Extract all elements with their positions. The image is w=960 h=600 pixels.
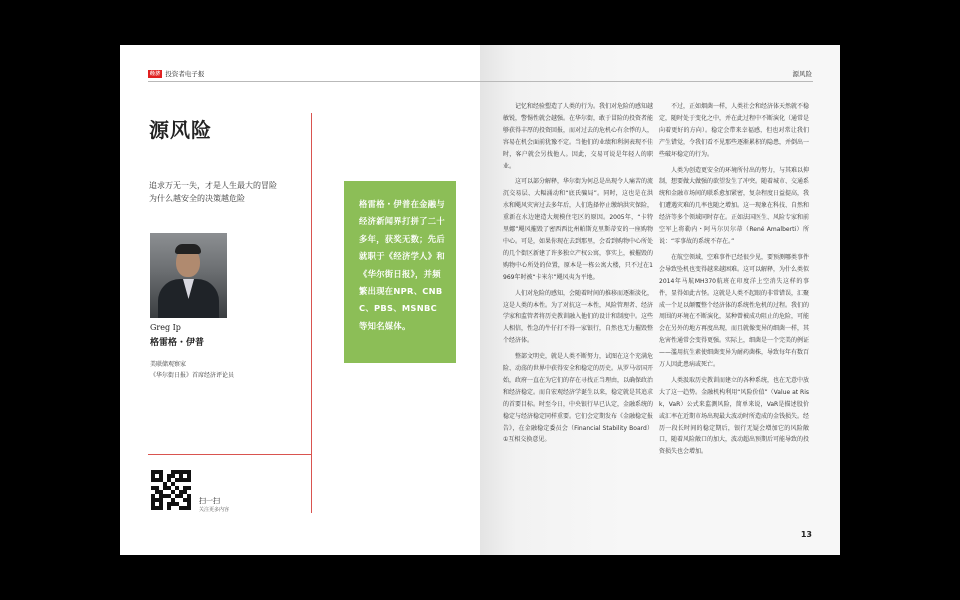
article-paragraph: 记忆和经验塑造了人类的行为。我们对危险的感知越敏锐，警惕性就会越强。在华尔街，敢于冒险的投资者能够获得丰厚的投资回报，而对过去的危机心有余悸的人，容易在机会面前犹豫不定。当他们的业绩和利润表现不佳时，客户就会另找他人。因此，交易可说是年轻人的职业。 (503, 103, 654, 170)
brand (148, 70, 204, 78)
article-paragraph: 整部文明史，就是人类不断努力，试图在这个充满危险、动荡的世界中获得安全和稳定的历史。从罗马帝国开始，政府一直在为它们的存在寻找正当理由，以确保政治和经济稳定。而自宏观经济学诞生以来，稳定就是其追求的首要目标。时至今日，中央银行早已认定，金融系统的稳定与经济稳定同样重要。它们会定期发布《金融稳定报告》，在金融稳定委员会（Financial Stability Board）①互相交换意见。 (503, 353, 654, 444)
article-column-2 (659, 101, 809, 462)
author-name-en: Greg Ip (150, 323, 181, 332)
article-paragraph: 不过，正如烟菌一样，人类社会和经济体天然就不稳定，随时处于变化之中，并在此过程中不断演化（通常是向着更好的方向）。稳定会带来幸福感，但也对常让我们产生错觉，令我们看不见那些逐渐累积的隐患，并倒出一些破坏稳定的行为。 (659, 103, 810, 158)
article-column-1 (503, 101, 653, 450)
subtitle-line: 追求万无一失，才是人生最大的冒险 (149, 181, 277, 190)
author-quote: 格雷格・伊普在金融与经济新闻界打拼了二十多年，获奖无数；先后就职于《经济学人》和《华尔街日报》，并频繁出现在NPR、CNBC、PBS、MSNBC等知名媒体。 (359, 199, 445, 331)
article-paragraph: 在航空领域，空难事件已经很少见，要预测哪类事件会导致坠机也变得越来越困难。这可以解释，为什么类似2014年马航MH370航班在印度洋上空消失这样的事件，显得如此古怪。这就是人类不起眼的非常错误，汇聚成一个足以颠覆整个经济体的系统性危机的过程。我们的周围的环境在不断演化，某种曾被成功阻止的危险，可能会在另外的地方再度出现，而且就像变异的细菌一样，其危害性通常会变得更强。实际上，细菌是一个完美的例证——滥用抗生素使细菌变异为耐药菌株，导致每年有数百万人因此患病或死亡。 (659, 253, 810, 369)
page-number: 13 (800, 530, 812, 539)
brand-name: 投资者电子报 (165, 70, 205, 78)
page-title: 源风险 (149, 118, 212, 142)
author-name-cn: 格雷格・伊普 (150, 338, 205, 348)
quote-box (344, 181, 456, 363)
author-portrait (150, 233, 227, 318)
article-paragraph: 这可以部分解释，华尔街为何总是出现令人痛苦的流沉交易层、大幅涌动和“底氏骗局”。同时，这也是在洪水和飓风灾害过去多年后，人们选择停止缴纳洪灾保险，重新在水边建造大规模住宅区的原因。2005年，“卡特里娜”飓风摧毁了密西西比州帕斯克里斯蒂安的一座购物中心。可是，如果你现在去到那里，会看到购物中心所处的几个街区新建了许多独立产权公寓，事实上，被摧毁的购物中心所处的位置，原本是一栋公寓大楼，只不过在1969年时被“卡米尔”飓风夷为平地。 (503, 178, 654, 281)
vertical-divider (311, 113, 312, 513)
magazine-spread (120, 45, 840, 555)
qr-code[interactable] (151, 470, 191, 510)
section-tag: 源风险 (792, 70, 812, 78)
brand-logo: 经济 (150, 71, 161, 77)
author-bio (150, 359, 234, 381)
portrait-hair (175, 244, 201, 254)
subtitle (149, 179, 329, 205)
qr-module (187, 506, 191, 510)
article-paragraph: 人类为创造更安全的环境所付出的努力，与其难以抑制，想要做大做强的欲望发生了冲突。随着城市、交通系统和金融市场间的联系愈加紧密，复杂程度日益提高，我们遭遇灾难的几率也随之增加。这一现象在科技、自然和经济等多个领域同时存在。正如法国医生、风险专家和前空军上将勒内・阿马尔贝尔蒂（René Amalberti）所说：“零事故的系统不存在。” (659, 166, 810, 245)
scan-label: 扫一扫 (199, 497, 220, 505)
scan-sublabel: 关注更多内容 (199, 507, 230, 513)
subtitle-line: 为什么越安全的决策越危险 (149, 194, 245, 203)
article-paragraph: 人们对危险的感知，会随着时间的推移而逐渐淡化，这是人类的本性。为了对抗这一本性，风险管理者、经济学家和监管者将历史教训融入他们的设计和制度中。这些人相信，性急的牛仔打不得一家银行，自然也无力摧毁整个经济体。 (503, 289, 654, 345)
horizontal-divider (148, 454, 312, 455)
bio-line: 美联储观察家 (150, 361, 187, 368)
bio-line: 《华尔街日报》首席经济评论员 (150, 372, 235, 379)
article-paragraph: 人类汲取历史教训而建立的各种系统，也在无意中放大了这一趋势。金融机构利用“风险价值”（Value at Risk，VaR）公式来监测风险，简单来说，VaR是描述股价或汇率在近期市场出现最大波动时所造成的金钱损失。经历一段长时间的稳定期后，银行无疑会增加它的风险敞口，随着风险敞口的加大，波动超出预期后可能导致的投资损失也会增加。 (659, 376, 810, 456)
header-divider (148, 81, 813, 82)
